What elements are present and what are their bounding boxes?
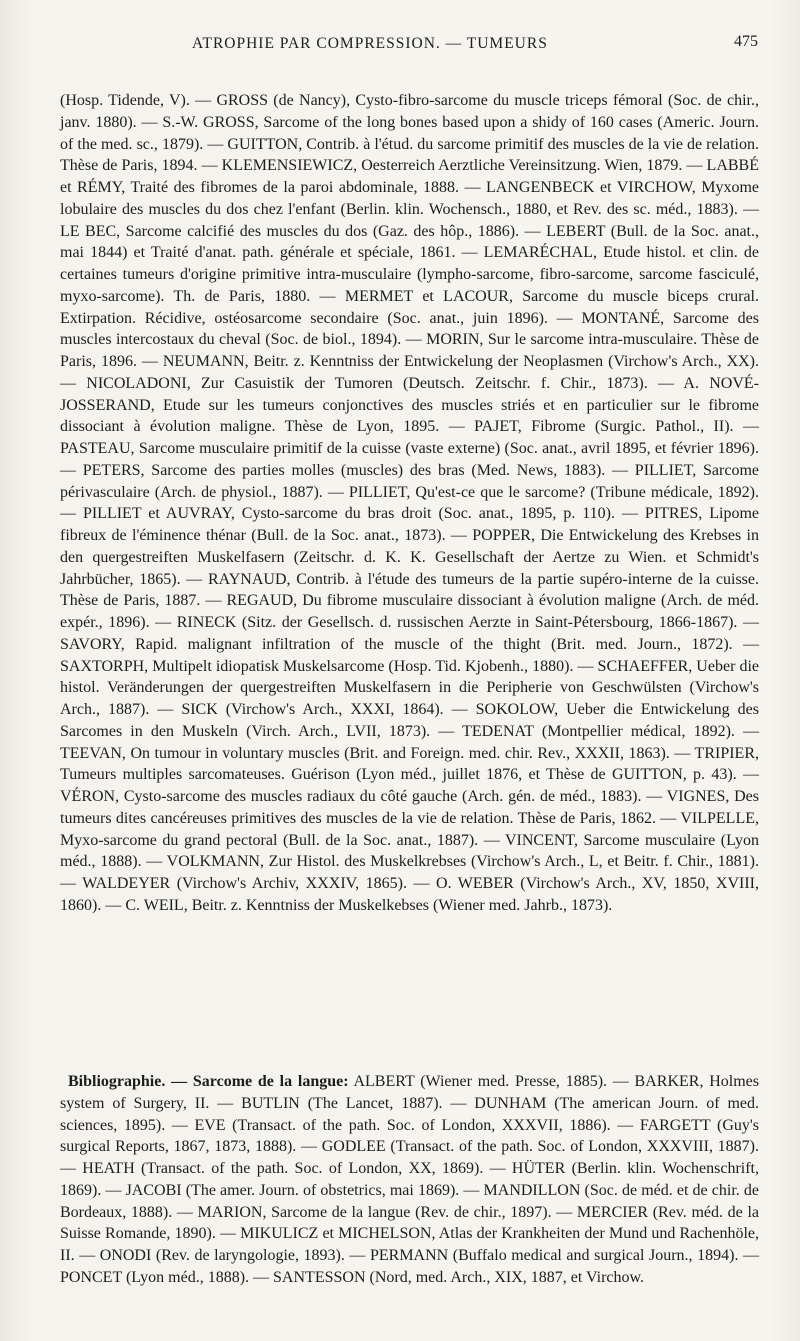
references-paragraph: (Hosp. Tidende, V). — GROSS (de Nancy), Cysto-fibro-sarcome du muscle triceps fémoral (Soc. de chir., janv. 1880). — S.-W. GROSS, Sarcome of the long bones based upon a shidy of 160 cases (Americ. Journ. of the med. sc., 1879). — GUITTON, Contrib. à l'étud. du sarcome primitif des muscles de la vie de relation. Thèse de Paris, 1894. — KLEMENSIEWICZ, Oesterreich Aerztliche Vereinsitzung. Wien, 1879. — LABBÉ et RÉMY, Traité des fibromes de la paroi abdominale, 1888. — LANGENBECK et VIRCHOW, Myxome lobulaire des muscles du dos chez l'enfant (Berlin. klin. Wochensch., 1880, et Rev. des sc. méd., 1883). — LE BEC, Sarcome calcifié des muscles du dos (Gaz. des hôp., 1886). — LEBERT (Bull. de la Soc. anat., mai 1844) et Traité d'anat. path. générale et spéciale, 1861. — LEMARÉCHAL, Etude histol. et clin. de certaines tumeurs d'origine primitive intra-musculaire (lympho-sarcome, fibro-sarcome, sarcome fasciculé, myxo-sarcome). Th. de Paris, 1880. — MERMET et LACOUR, Sarcome du muscle biceps crural. Extirpation. Récidive, ostéosarcome secondaire (Soc. anat., juin 1896). — MONTANÉ, Sarcome des muscles intercostaux du cheval (Soc. de biol., 1894). — MORIN, Sur le sarcome intra-musculaire. Thèse de Paris, 1896. — NEUMANN, Beitr. z. Kenntniss der Entwickelung der Neoplasmen (Virchow's Arch., XX). — NICOLADONI, Zur Casuistik der Tumoren (Deutsch. Zeitschr. f. Chir., 1873). — A. NOVÉ-JOSSERAND, Etude sur les tumeurs conjonctives des muscles striés et en particulier sur le fibrome dissociant à évolution maligne. Thèse de Lyon, 1895. — PAJET, Fibrome (Surgic. Pathol., II). — PASTEAU, Sarcome musculaire primitif de la cuisse (vaste externe) (Soc. anat., avril 1895, et février 1896). — PETERS, Sarcome des parties molles (muscles) des bras (Med. News, 1883). — PILLIET, Sarcome périvasculaire (Arch. de physiol., 1887). — PILLIET, Qu'est-ce que le sarcome? (Tribune médicale, 1892). — PILLIET et AUVRAY, Cysto-sarcome du bras droit (Soc. anat., 1895, p. 110). — PITRES, Lipome fibreux de l'éminence thénar (Bull. de la Soc. anat., 1873). — POPPER, Die Entwickelung des Krebses in den quergestreiften Muskelfasern (Zeitschr. d. K. K. Gesellschaft der Aertze zu Wien. et Schmidt's Jahrbücher, 1865). — RAYNAUD, Contrib. à l'étude des tumeurs de la partie supéro-interne de la cuisse. Thèse de Paris, 1887. — REGAUD, Du fibrome musculaire dissociant à évolution maligne (Arch. de méd. expér., 1896). — RINECK (Sitz. der Gesellsch. d. russischen Aerzte in Saint-Pétersbourg, 1866-1867). — SAVORY, Rapid. malignant infiltration of the muscle of the thight (Brit. med. Journ., 1872). — SAXTORPH, Multipelt idiopatisk Muskelsarcome (Hosp. Tid. Kjobenh., 1880). — SCHAEFFER, Ueber die histol. Veränderungen der quergestreiften Muskelfasern in die Peripherie von Geschwülsten (Virchow's Arch., 1887). — SICK (Virchow's Arch., XXXI, 1864). — SOKOLOW, Ueber die Entwickelung des Sarcomes in den Muskeln (Virch. Arch., LVII, 1873). — TEDENAT (Montpellier médical, 1892). — TEEVAN, On tumour in voluntary muscles (Brit. and Foreign. med. chir. Rev., XXXII, 1863). — TRIPIER, Tumeurs multiples sarcomateuses. Guérison (Lyon méd., juillet 1876, et Thèse de GUITTON, p. 43). — VÉRON, Cysto-sarcome des muscles radiaux du côté gauche (Arch. gén. de méd., 1883). — VIGNES, Des tumeurs dites cancéreuses primitives des muscles de la vie de relation. Thèse de Paris, 1862. — VILPELLE, Myxo-sarcome du grand pectoral (Bull. de la Soc. anat., 1887). — VINCENT, Sarcome musculaire (Lyon méd., 1888). — VOLKMANN, Zur Histol. des Muskelkrebses (Virchow's Arch., L, et Beitr. f. Chir., 1881). — WALDEYER (Virchow's Archiv, XXXIV, 1865). — O. WEBER (Virchow's Arch., XV, 1850, XVIII, 1860). — C. WEIL, Beitr. z. Kenntniss der Muskelkebses (Wiener med. Jahrb., 1873).: [60, 92, 759, 914]
bibliography-section: [60, 1071, 759, 1289]
bibliography-text: ALBERT (Wiener med. Presse, 1885). — BARKER, Holmes system of Surgery, II. — BUTLIN (The Lancet, 1887). — DUNHAM (The american Journ. of med. sciences, 1895). — EVE (Transact. of the path. Soc. of London, XXXVII, 1886). — FARGETT (Guy's surgical Reports, 1867, 1873, 1888). — GODLEE (Transact. of the path. Soc. of London, XXXVIII, 1887). — HEATH (Transact. of the path. Soc. of London, XX, 1869). — HÜTER (Berlin. klin. Wochenschrift, 1869). — JACOBI (The amer. Journ. of obstetrics, mai 1869). — MANDILLON (Soc. de méd. et de chir. de Bordeaux, 1888). — MARION, Sarcome de la langue (Rev. de chir., 1897). — MERCIER (Rev. méd. de la Suisse Romande, 1890). — MIKULICZ et MICHELSON, Atlas der Krankheiten der Mund und Rachenhöle, II. — ONODI (Rev. de laryngologie, 1893). — PERMANN (Buffalo medical and surgical Journ., 1894). — PONCET (Lyon méd., 1888). — SANTESSON (Nord, med. Arch., XIX, 1887, et Virchow.: [60, 1073, 759, 1286]
running-title: ATROPHIE PAR COMPRESSION. — TUMEURS: [192, 35, 548, 52]
page-number: 475: [734, 33, 758, 50]
bibliography-heading: Bibliographie. — Sarcome de la langue:: [68, 1073, 349, 1090]
page-header: [60, 33, 758, 59]
